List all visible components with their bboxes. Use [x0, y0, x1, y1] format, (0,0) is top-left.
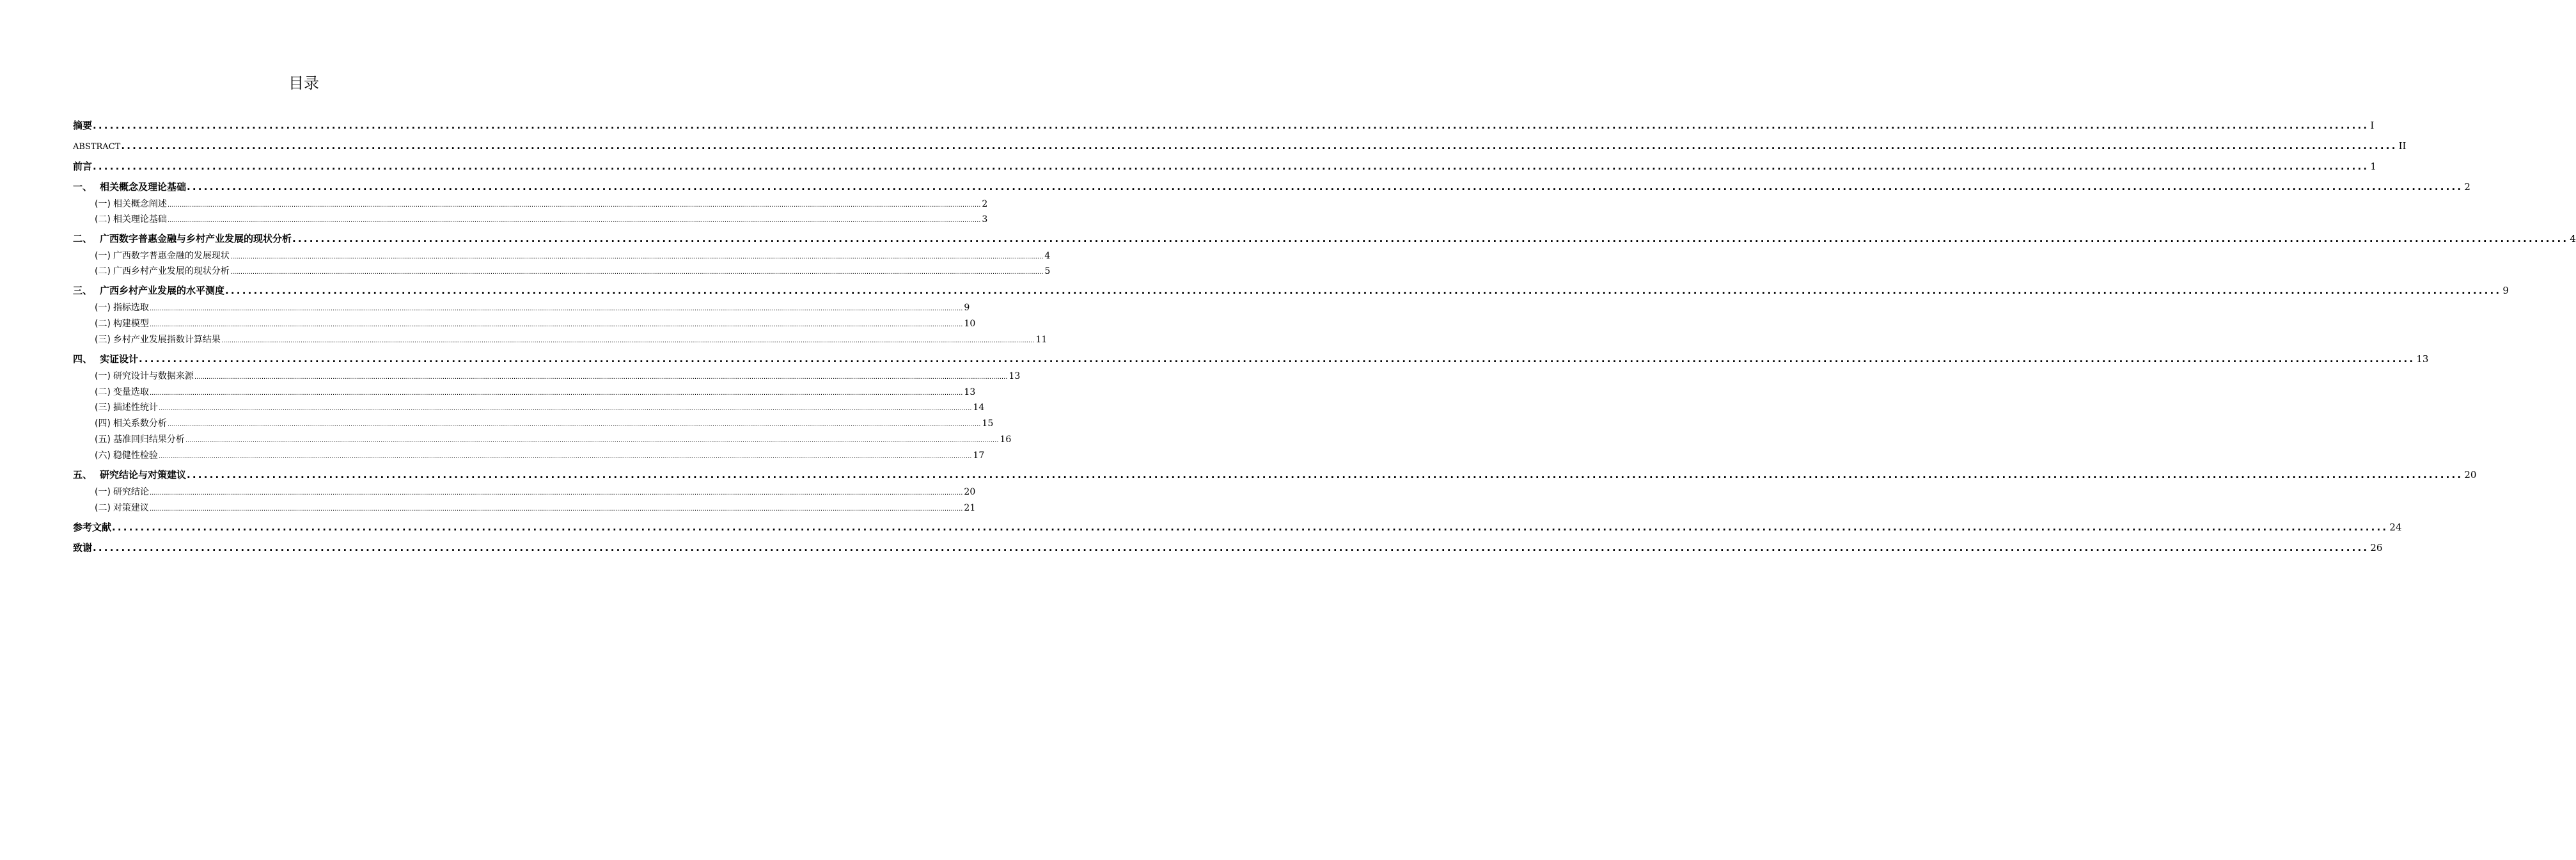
toc-page-number: 26	[2370, 542, 2383, 553]
dot-leader: ................................................................................................................................................................................................................................................................................................................................................................................................................	[225, 285, 2502, 296]
toc-entry[interactable]	[73, 283, 2509, 298]
toc-page-number: 16	[1000, 434, 1012, 445]
toc-page-number: 3	[982, 214, 988, 225]
toc-entry-number: (一)	[95, 199, 111, 209]
toc-subentry[interactable]	[95, 333, 1048, 346]
toc-subentry[interactable]	[95, 370, 1021, 383]
toc-page-number: 1	[2370, 161, 2376, 172]
toc-entry-label: 描述性统计	[113, 402, 158, 413]
toc-entry[interactable]	[73, 118, 2375, 132]
toc-entry[interactable]	[73, 232, 2576, 246]
toc-entry-number: (一)	[95, 303, 111, 313]
toc-subentry[interactable]	[95, 449, 985, 462]
toc-entry-label: ABSTRACT	[73, 142, 121, 152]
toc-entry[interactable]	[73, 541, 2383, 555]
toc-entry[interactable]	[73, 468, 2477, 482]
toc-entry[interactable]	[73, 520, 2402, 534]
toc-entry-number: 二、	[73, 233, 93, 244]
toc-entry-number: (一)	[95, 251, 111, 261]
toc-entry-label: 实证设计	[100, 353, 139, 365]
toc-entry-number: (二)	[95, 266, 111, 276]
toc-entry-label: 相关概念阐述	[113, 199, 167, 209]
toc-subentry[interactable]	[95, 401, 985, 414]
dot-leader: ................................................................................................................................................................................................................................................................................................................................................................................................................	[187, 469, 2463, 481]
toc-entry[interactable]	[73, 352, 2429, 366]
toc-subentry[interactable]	[95, 317, 976, 330]
dot-leader: ................................................................................................................................................................................................................................................................................................................................................................................................................	[230, 253, 1044, 260]
toc-entry-number: (二)	[95, 387, 111, 397]
toc-page-number: 17	[973, 450, 985, 461]
toc-entry-label: 研究结论	[113, 487, 149, 497]
toc-entry-label: 稳健性检验	[113, 450, 158, 461]
toc-subentry[interactable]	[95, 198, 988, 211]
toc-entry-number: 一、	[73, 181, 93, 193]
toc-page-number: 5	[1044, 266, 1051, 276]
toc-subentry[interactable]	[95, 386, 976, 399]
toc-entry-label: 广西数字普惠金融与乡村产业发展的现状分析	[100, 233, 292, 244]
toc-subentry[interactable]	[95, 486, 976, 498]
toc-subentry[interactable]	[95, 213, 988, 226]
toc-entry-label: 研究设计与数据来源	[113, 371, 194, 381]
toc-page-number: 11	[1035, 335, 1048, 345]
toc-entry-label: 广西乡村产业发展的水平测度	[100, 285, 225, 296]
toc-entry-label: 变量选取	[113, 387, 149, 397]
toc-page-number: 2	[982, 199, 988, 209]
toc-entry-number: 五、	[73, 469, 93, 481]
toc-page-number: 15	[982, 418, 994, 429]
toc-entry-label: 致谢	[73, 542, 93, 553]
toc-entry-number: (二)	[95, 319, 111, 329]
toc-entry-number: (四)	[95, 418, 111, 429]
toc-page-number: I	[2370, 120, 2375, 131]
toc-entry-number: (一)	[95, 371, 111, 381]
dot-leader: ................................................................................................................................................................................................................................................................................................................................................................................................................	[149, 506, 963, 513]
toc-entry[interactable]	[73, 139, 2407, 153]
dot-leader: ................................................................................................................................................................................................................................................................................................................................................................................................................	[187, 181, 2463, 193]
dot-leader: ................................................................................................................................................................................................................................................................................................................................................................................................................	[158, 453, 972, 460]
dot-leader: ................................................................................................................................................................................................................................................................................................................................................................................................................	[149, 321, 963, 328]
toc-page-number: 20	[964, 487, 976, 497]
dot-leader: ................................................................................................................................................................................................................................................................................................................................................................................................................	[93, 120, 2369, 131]
dot-leader: ................................................................................................................................................................................................................................................................................................................................................................................................................	[121, 140, 2398, 152]
toc-entry-label: 摘要	[73, 120, 93, 131]
dot-leader: ................................................................................................................................................................................................................................................................................................................................................................................................................	[194, 374, 1008, 381]
toc-entry-label: 相关概念及理论基础	[100, 181, 187, 193]
dot-leader: ................................................................................................................................................................................................................................................................................................................................................................................................................	[93, 161, 2369, 172]
toc-subentry[interactable]	[95, 250, 1051, 262]
toc-page-number: 20	[2464, 469, 2477, 481]
toc-page-number: 4	[2570, 233, 2576, 244]
toc-subentry[interactable]	[95, 502, 976, 514]
toc-entry-number: (五)	[95, 434, 111, 445]
dot-leader: ................................................................................................................................................................................................................................................................................................................................................................................................................	[139, 353, 2415, 365]
toc-entry-label: 构建模型	[113, 319, 149, 329]
toc-entry-number: 四、	[73, 353, 93, 365]
toc-page-number: II	[2398, 140, 2407, 152]
toc-entry-number: (二)	[95, 214, 111, 225]
toc-page-number: 13	[1009, 371, 1021, 381]
dot-leader: ................................................................................................................................................................................................................................................................................................................................................................................................................	[158, 405, 972, 412]
toc-entry-number: (六)	[95, 450, 111, 461]
toc-page-number: 13	[2416, 353, 2429, 365]
toc-entry-label: 广西乡村产业发展的现状分析	[113, 266, 230, 276]
toc-subentry[interactable]	[95, 433, 1012, 446]
toc-page-number: 13	[964, 387, 976, 397]
toc-entry-label: 相关理论基础	[113, 214, 167, 225]
toc-entry-label: 前言	[73, 161, 93, 172]
toc-entry-number: 三、	[73, 285, 93, 296]
page-title: 目录	[288, 74, 319, 92]
dot-leader: ................................................................................................................................................................................................................................................................................................................................................................................................................	[167, 217, 981, 224]
toc-page-number: 9	[2502, 285, 2509, 296]
toc-entry-label: 研究结论与对策建议	[100, 469, 187, 481]
toc-entry[interactable]	[73, 180, 2470, 194]
toc-page-number: 14	[973, 402, 985, 413]
toc-page-number: 4	[1044, 251, 1051, 261]
toc-entry-label: 对策建议	[113, 503, 149, 513]
toc-entry-number: (一)	[95, 487, 111, 497]
toc-entry-label: 指标选取	[113, 303, 149, 313]
dot-leader: ................................................................................................................................................................................................................................................................................................................................................................................................................	[93, 542, 2369, 553]
toc-page-number: 21	[964, 503, 976, 513]
toc-entry-label: 相关系数分析	[113, 418, 167, 429]
dot-leader: ................................................................................................................................................................................................................................................................................................................................................................................................................	[230, 269, 1044, 276]
toc-page-number: 2	[2464, 181, 2470, 193]
toc-page-number: 24	[2389, 522, 2402, 533]
toc-subentry[interactable]	[95, 265, 1051, 278]
dot-leader: ................................................................................................................................................................................................................................................................................................................................................................................................................	[292, 233, 2569, 244]
toc-entry[interactable]	[73, 159, 2376, 173]
dot-leader: ................................................................................................................................................................................................................................................................................................................................................................................................................	[149, 390, 963, 397]
dot-leader: ................................................................................................................................................................................................................................................................................................................................................................................................................	[167, 421, 981, 428]
toc-entry-label: 广西数字普惠金融的发展现状	[113, 251, 230, 261]
toc-entry-number: (三)	[95, 402, 111, 413]
toc-entry-label: 乡村产业发展指数计算结果	[113, 335, 221, 345]
toc-subentry[interactable]	[95, 301, 970, 314]
toc-entry-label: 参考文献	[73, 522, 112, 533]
toc-entry-label: 基准回归结果分析	[113, 434, 185, 445]
dot-leader: ................................................................................................................................................................................................................................................................................................................................................................................................................	[149, 490, 963, 497]
dot-leader: ................................................................................................................................................................................................................................................................................................................................................................................................................	[185, 437, 999, 444]
dot-leader: ................................................................................................................................................................................................................................................................................................................................................................................................................	[112, 522, 2389, 533]
toc-page-number: 10	[964, 319, 976, 329]
toc-page-number: 9	[964, 303, 970, 313]
toc-entry-number: (二)	[95, 503, 111, 513]
toc-entry-number: (三)	[95, 335, 111, 345]
dot-leader: ................................................................................................................................................................................................................................................................................................................................................................................................................	[167, 202, 981, 209]
dot-leader: ................................................................................................................................................................................................................................................................................................................................................................................................................	[221, 337, 1035, 344]
toc-subentry[interactable]	[95, 417, 994, 430]
dot-leader: ................................................................................................................................................................................................................................................................................................................................................................................................................	[149, 305, 963, 312]
